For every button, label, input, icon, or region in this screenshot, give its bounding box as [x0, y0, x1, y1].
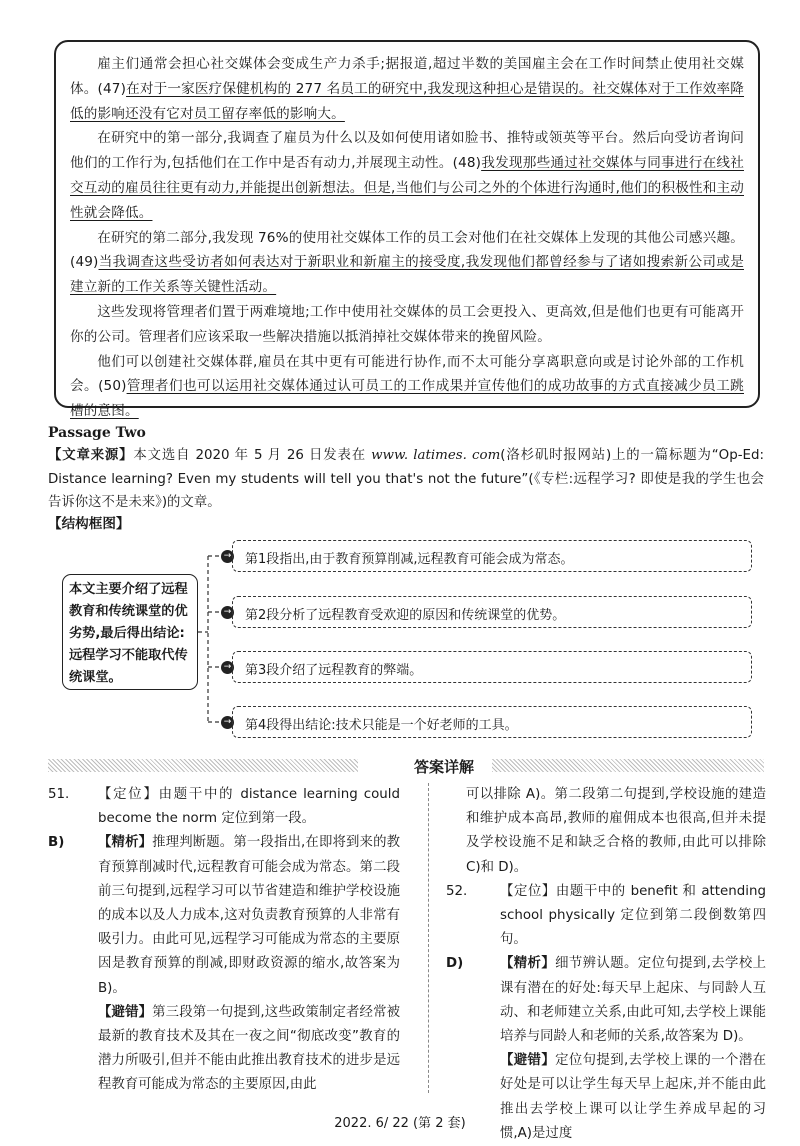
- arrow-circle-icon: →: [221, 550, 234, 563]
- q51-error-avoid: [48, 1001, 400, 1098]
- section-divider: [48, 756, 764, 774]
- summary-box: 本文主要介绍了远程教育和传统课堂的优劣势,最后得出结论:远程学习不能取代传统课堂。: [62, 574, 198, 690]
- paragraph-summary-4: 第4段得出结论:技术只能是一个好老师的工具。: [232, 706, 752, 738]
- q52-error-avoid: [446, 1049, 766, 1146]
- underlined-translation: 我发现那些通过社交媒体与同事进行在线社交互动的雇员往往更有动力,并能提出创新想法。但是,当他们与公司之外的个体进行沟通时,他们的积极性和主动性就会降低。: [70, 155, 744, 221]
- page-footer: 2022. 6/ 22 (第 2 套): [334, 1116, 466, 1131]
- translation-box: [54, 40, 760, 420]
- translation-text: 他们可以创建社交媒体群,雇员在其中更有可能进行协作,而不太可能分享离职意向或是讨论外部的工作机会。(50): [70, 353, 744, 395]
- structure-label: 【结构框图】: [48, 516, 130, 532]
- source-text: (洛杉矶时报网站)上的一篇标题为“Op-Ed: Distance learning? Even my students will tell you that's not the future”(《专栏:远程学习? 即使是我的学生也会告诉你这不是未来》)的文章。: [48, 448, 764, 510]
- translation-paragraph-5: [70, 350, 744, 424]
- article-source: [48, 444, 764, 515]
- translation-paragraph-3: [70, 226, 744, 300]
- analysis-text: 推理判断题。第一段指出,在即将到来的教育预算削减时代,远程教育可能会成为常态。第二段前三句提到,远程学习可以节省建造和维护学校设施的成本以及人力成本,这对负责教育预算的人非常有吸引力。由此可见,远程学习可能成为常态的主要原因是教育预算的削减,即财政资源的缩水,故答案为 B)。: [98, 835, 400, 996]
- answer-column-right: [446, 783, 766, 1146]
- q51-analysis: [48, 831, 400, 1000]
- locate-text: 【定位】由题干中的 distance learning could become the norm 定位到第一段。: [98, 787, 400, 827]
- answers-title: 答案详解: [414, 758, 475, 776]
- q52-analysis: [446, 952, 766, 1049]
- divider-stripe: [48, 759, 358, 772]
- translation-text: 雇主们通常会担心社交媒体会变成生产力杀手;据报道,超过半数的美国雇主会在工作时间禁止使用社交媒体。(47): [70, 56, 744, 97]
- translation-text: 在研究的第二部分,我发现 76%的使用社交媒体工作的员工会对他们在社交媒体上发现的其他公司感兴趣。(49): [70, 229, 744, 271]
- paragraph-summary-2: 第2段分析了远程教育受欢迎的原因和传统课堂的优势。: [232, 596, 752, 628]
- source-label: 【文章来源】: [48, 448, 134, 463]
- analysis-label: 【精析】: [500, 956, 556, 972]
- locate-text: 【定位】由题干中的 benefit 和 attending school physically 定位到第二段倒数第四句。: [500, 883, 766, 948]
- source-website: www. latimes. com: [371, 448, 501, 463]
- paragraph-summary-3: 第3段介绍了远程教育的弊端。: [232, 651, 752, 683]
- passage-title: Passage Two: [48, 425, 146, 441]
- q51-locate: [48, 783, 400, 831]
- analysis-label: 【精析】: [98, 835, 153, 851]
- translation-paragraph-4: 这些发现将管理者们置于两难境地;工作中使用社交媒体的员工会更投入、更高效,但是他们也更有可能离开你的公司。管理者们应该采取一些解决措施以抵消掉社交媒体带来的挽留风险。: [70, 303, 744, 345]
- answer-letter: D): [446, 956, 464, 972]
- underlined-translation: 当我调查这些受访者如何表达对于新职业和新雇主的接受度,我发现他们都曾经参与了诸如搜索新公司或是建立新的工作关系等关键性活动。: [70, 254, 744, 296]
- error-label: 【避错】: [98, 1004, 153, 1020]
- underlined-translation: 在对于一家医疗保健机构的 277 名员工的研究中,我发现这种担心是错误的。社交媒体对于工作效率降低的影响还没有它对员工留存率低的影响大。: [70, 80, 745, 122]
- error-label: 【避错】: [500, 1053, 556, 1069]
- error-text: 第三段第一句提到,这些政策制定者经常被最新的教育技术及其在一夜之间“彻底改变”教育的潜力所吸引,但并不能由此推出教育技术的进步是远程教育可能成为常态的主要原因,由此: [98, 1004, 400, 1093]
- question-number: 52.: [446, 883, 468, 899]
- question-number: 51.: [48, 787, 70, 802]
- analysis-text: 细节辨认题。定位句提到,去学校上课有潜在的好处:每天早上起床、与同龄人互动、和老师建立关系,由此可知,去学校上课能培养与同龄人和老师的关系,故答案为 D)。: [500, 956, 766, 1045]
- source-text: 本文选自 2020 年 5 月 26 日发表在: [133, 448, 372, 463]
- q52-locate: [446, 880, 766, 953]
- translation-paragraph-1: [70, 52, 744, 126]
- translation-text: 在研究中的第一部分,我调查了雇员为什么以及如何使用诸如脸书、推特或领英等平台。然后向受访者询问他们的工作行为,包括他们在工作中是否有动力,并展现主动性。(48): [70, 130, 744, 172]
- answer-letter: B): [48, 835, 65, 851]
- arrow-circle-icon: →: [221, 661, 234, 674]
- underlined-translation: 管理者们也可以运用社交媒体通过认可员工的工作成果并宣传他们的成功故事的方式直接减少员工跳槽的意图。: [70, 378, 744, 420]
- arrow-circle-icon: →: [221, 716, 234, 729]
- column-divider: [428, 783, 430, 1093]
- divider-stripe: [492, 759, 764, 772]
- error-text: 定位句提到,去学校上课的一个潜在好处是可以让学生每天早上起床,并不能由此推出去学校上课可以让学生养成早起的习惯,A)是过度: [500, 1053, 766, 1141]
- translation-paragraph-2: [70, 126, 744, 225]
- answer-column-left: [48, 783, 400, 1098]
- paragraph-summary-1: 第1段指出,由于教育预算削减,远程教育可能会成为常态。: [232, 540, 752, 572]
- q51-error-continued: 可以排除 A)。第二段第二句提到,学校设施的建造和维护成本高昂,教师的雇佣成本也很高,但并未提及学校设施不足和缺乏合格的教师,由此可以排除 C)和 D)。: [466, 787, 766, 875]
- arrow-circle-icon: →: [221, 606, 234, 619]
